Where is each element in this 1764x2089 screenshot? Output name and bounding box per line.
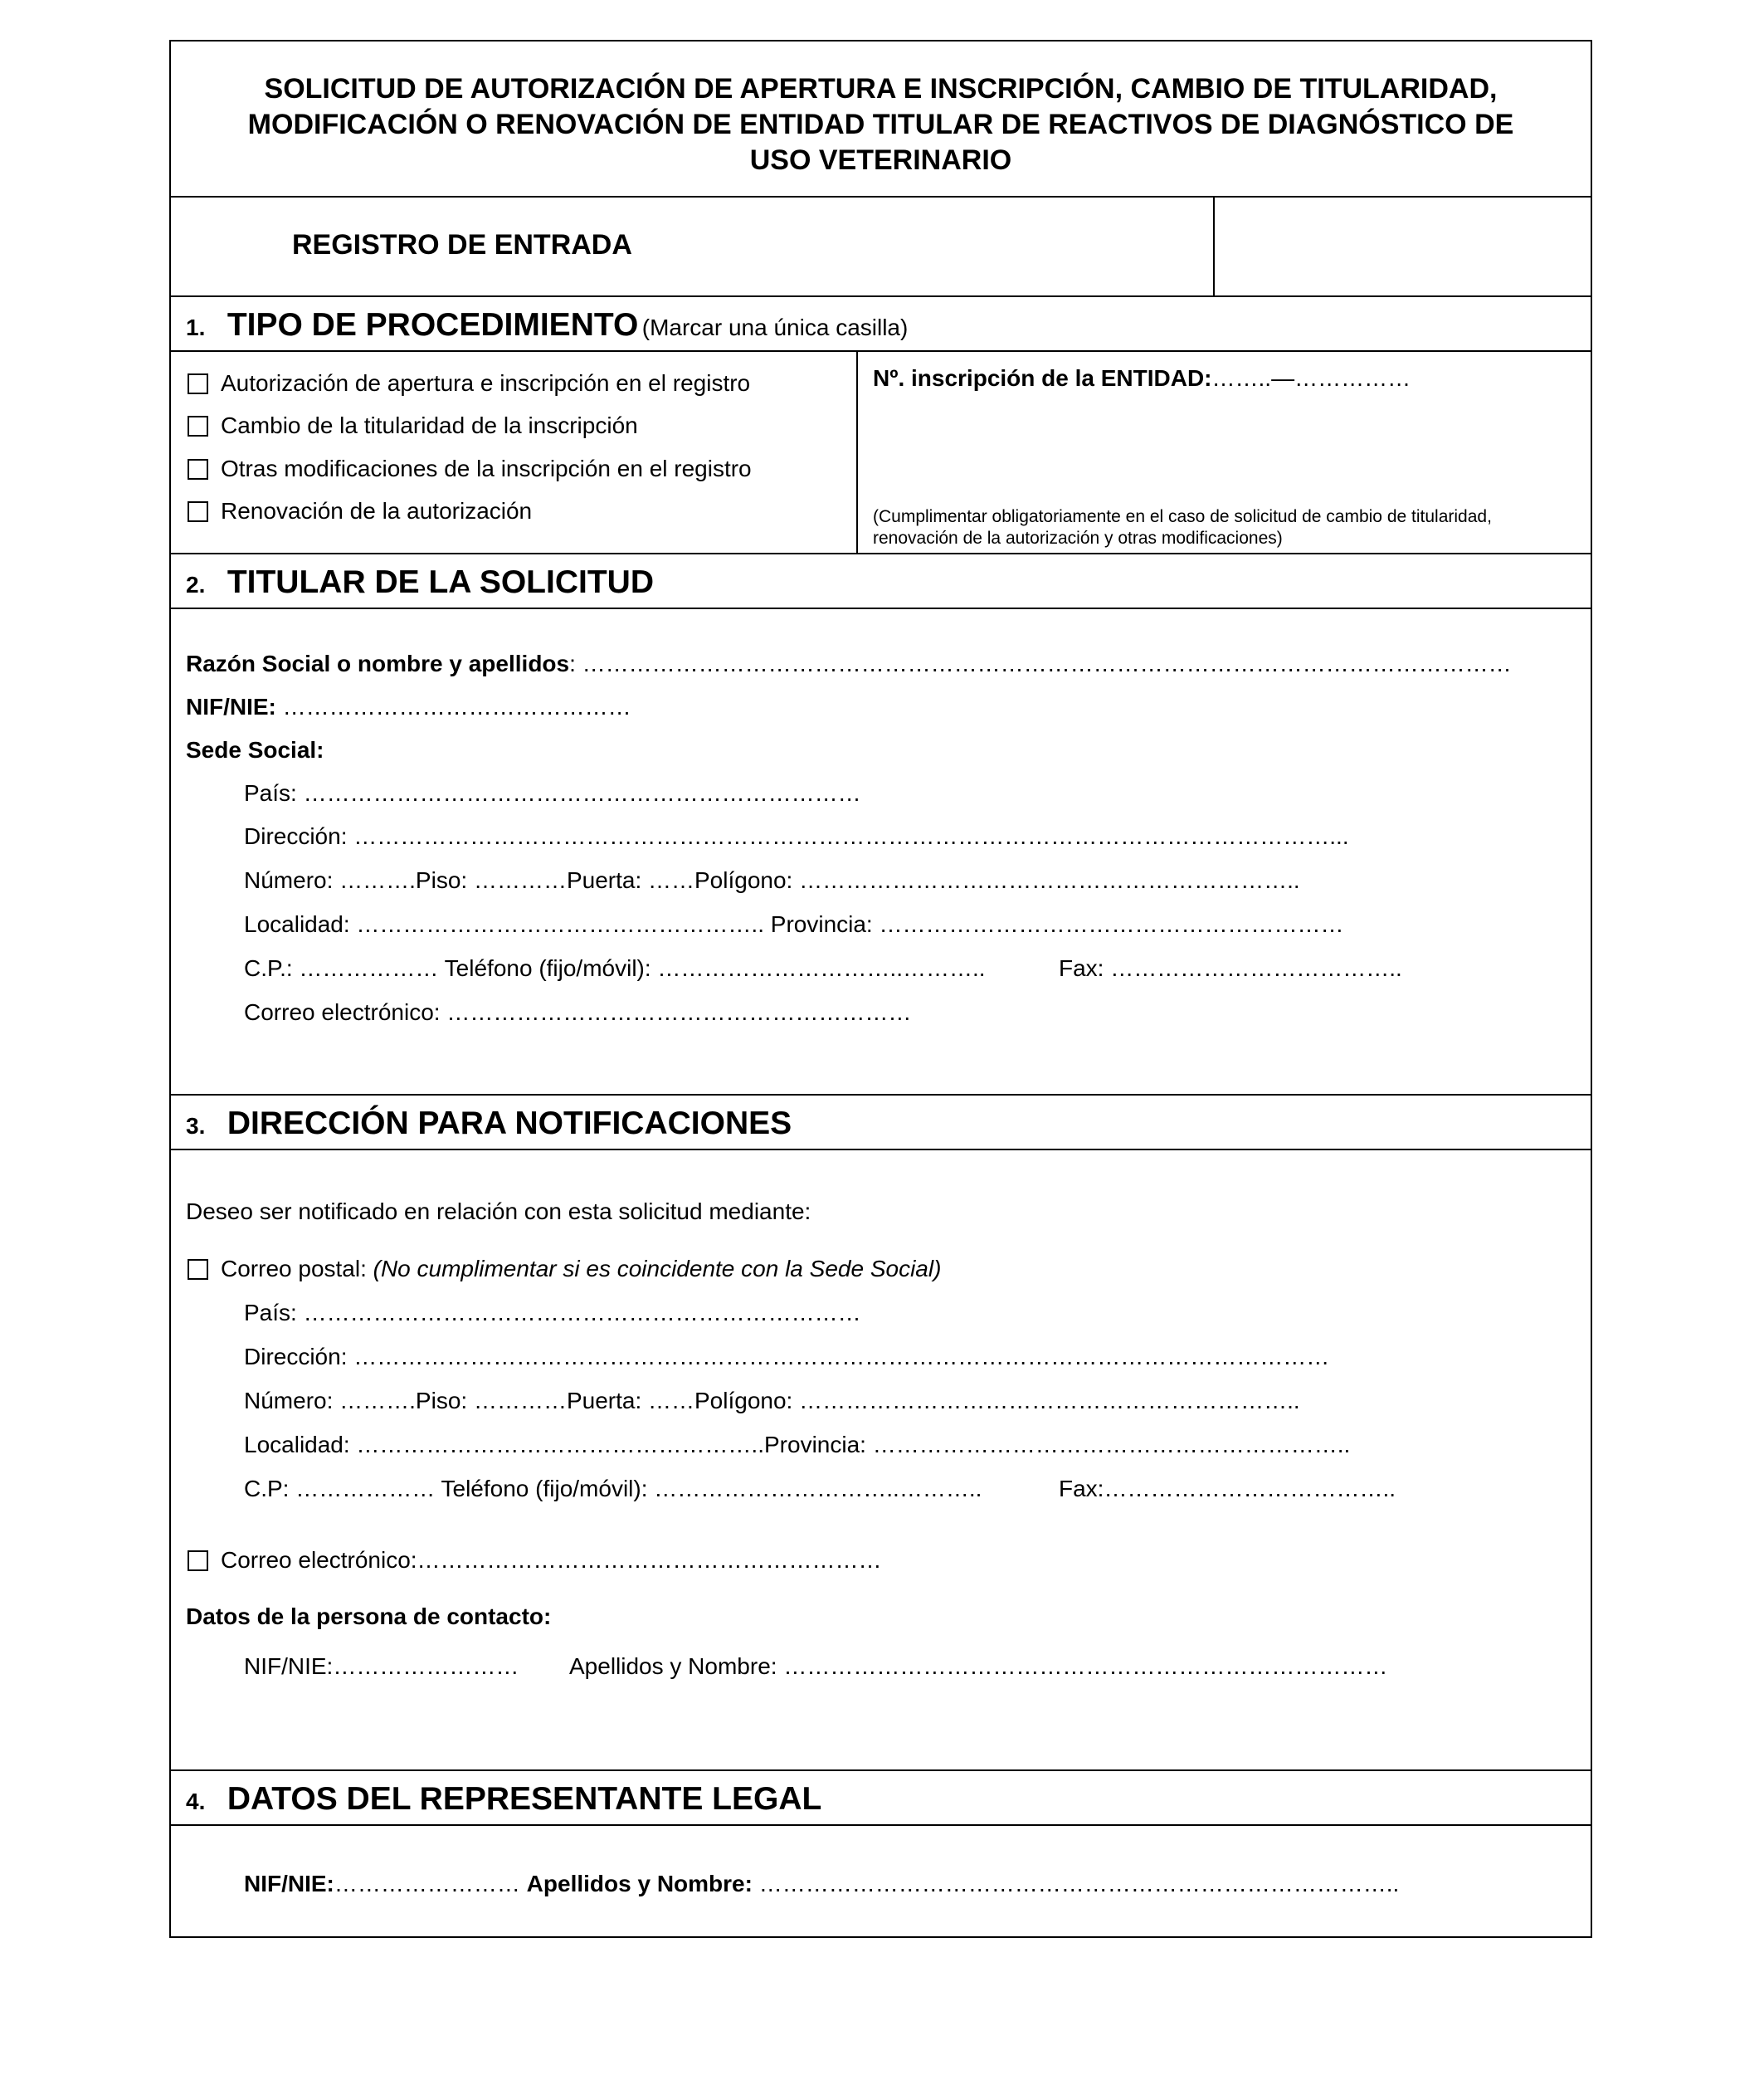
- numero-field[interactable]: Número: ……….Piso: …………Puerta: ……Polígono: ………………………………………………………..: [244, 1388, 1300, 1413]
- contacto-label: Datos de la persona de contacto:: [186, 1603, 552, 1629]
- option-label: Cambio de la titularidad de la inscripción: [221, 412, 638, 438]
- section-number: 4.: [186, 1789, 206, 1814]
- section-number: 2.: [186, 572, 206, 598]
- divider: [171, 1824, 1591, 1826]
- localidad-field[interactable]: Localidad: …………………………………………….. Provincia: ……………………………………………………: [244, 911, 1344, 937]
- checkbox-otras-modificaciones[interactable]: [188, 459, 208, 480]
- divider: [856, 350, 858, 553]
- divider: [171, 295, 1591, 297]
- option-label: Otras modificaciones de la inscripción en el registro: [221, 456, 752, 481]
- section-number: 1.: [186, 315, 206, 340]
- section-note: (Marcar una única casilla): [641, 315, 909, 340]
- contacto-nif-field[interactable]: NIF/NIE:……………………: [244, 1653, 519, 1679]
- correo-field[interactable]: Correo electrónico: ……………………………………………………: [244, 999, 912, 1025]
- representante-nif-label: NIF/NIE:: [244, 1871, 334, 1896]
- form-title-line-1: SOLICITUD DE AUTORIZACIÓN DE APERTURA E INSCRIPCIÓN, CAMBIO DE TITULARIDAD,: [264, 73, 1498, 105]
- representante-nombre-label: Apellidos y Nombre:: [526, 1871, 753, 1896]
- nif-field[interactable]: [186, 694, 631, 720]
- pais-field[interactable]: País: ………………………………………………………………: [244, 1300, 861, 1325]
- representante-nombre-fill: ………………………………………………………………………..: [752, 1871, 1400, 1896]
- notificacion-intro: Deseo ser notificado en relación con esta solicitud mediante:: [186, 1198, 811, 1224]
- divider: [171, 608, 1591, 609]
- divider: [171, 350, 1591, 352]
- checkbox-autorizacion-apertura[interactable]: [188, 373, 208, 394]
- option-label: Renovación de la autorización: [221, 498, 533, 524]
- correo-postal-label: [221, 1256, 941, 1282]
- fax-field[interactable]: Fax: ………………………………..: [1059, 955, 1402, 981]
- section-title: TITULAR DE LA SOLICITUD: [227, 564, 654, 600]
- inscripcion-field[interactable]: [873, 365, 1411, 392]
- email-field[interactable]: Correo electrónico:……………………………………………………: [221, 1547, 882, 1573]
- registro-entrada-label: REGISTRO DE ENTRADA: [292, 229, 632, 261]
- section-title: DIRECCIÓN PARA NOTIFICACIONES: [227, 1106, 792, 1141]
- sede-social-label: Sede Social:: [186, 737, 324, 763]
- section-1-header: [186, 307, 908, 344]
- divider: [1213, 196, 1215, 295]
- form-title-line-2: MODIFICACIÓN O RENOVACIÓN DE ENTIDAD TITULAR DE REACTIVOS DE DIAGNÓSTICO DE: [247, 109, 1514, 140]
- option-label: Autorización de apertura e inscripción en el registro: [221, 370, 751, 396]
- divider: [171, 553, 1591, 554]
- razon-social-field[interactable]: [186, 651, 1512, 677]
- form-title-line-3: USO VETERINARIO: [749, 144, 1012, 176]
- inscripcion-note: [873, 506, 1492, 549]
- checkbox-correo-postal[interactable]: [188, 1259, 208, 1280]
- section-3-header: [186, 1106, 792, 1142]
- correo-postal-note: (No cumplimentar si es coincidente con la Sede Social): [373, 1256, 942, 1281]
- checkbox-renovacion[interactable]: [188, 501, 208, 522]
- checkbox-cambio-titularidad[interactable]: [188, 416, 208, 437]
- nif-label: NIF/NIE:: [186, 694, 276, 720]
- section-2-header: [186, 564, 654, 601]
- divider: [171, 1769, 1591, 1771]
- form-title: [171, 71, 1591, 178]
- correo-postal-text: Correo postal:: [221, 1256, 373, 1281]
- inscripcion-note-line-2: renovación de la autorización y otras modificaciones): [873, 529, 1283, 548]
- inscripcion-note-line-1: (Cumplimentar obligatoriamente en el caso de solicitud de cambio de titularidad,: [873, 507, 1492, 526]
- contacto-nombre-field[interactable]: Apellidos y Nombre: ……………………………………………………………………: [569, 1653, 1388, 1679]
- numero-field[interactable]: Número: ……….Piso: …………Puerta: ……Polígono: ………………………………………………………..: [244, 867, 1300, 893]
- fax-field[interactable]: Fax:………………………………..: [1059, 1476, 1396, 1501]
- section-number: 3.: [186, 1113, 206, 1139]
- divider: [171, 1149, 1591, 1150]
- section-4-header: [186, 1781, 821, 1818]
- inscripcion-label: Nº. inscripción de la ENTIDAD:: [873, 365, 1212, 391]
- cp-telefono-field[interactable]: C.P.: ……………… Teléfono (fijo/móvil): …………………………..………..: [244, 955, 986, 981]
- section-title: DATOS DEL REPRESENTANTE LEGAL: [227, 1781, 822, 1817]
- inscripcion-fill: ……..—……………: [1211, 365, 1411, 391]
- representante-field[interactable]: [244, 1871, 1399, 1897]
- application-form: [169, 40, 1592, 1938]
- razon-social-label: Razón Social o nombre y apellidos: [186, 651, 570, 676]
- razon-social-fill: : …………………………………………………………………………………………………………: [569, 651, 1512, 676]
- nif-fill: ………………………………………: [275, 694, 631, 720]
- localidad-field[interactable]: Localidad: ……………………………………………..Provincia: ……………………………………………………..: [244, 1432, 1351, 1457]
- representante-nif-fill: ……………………: [334, 1871, 527, 1896]
- divider: [171, 1094, 1591, 1096]
- cp-telefono-field[interactable]: C.P: ……………… Teléfono (fijo/móvil): …………………………..………..: [244, 1476, 982, 1501]
- registro-entrada-stamp-box[interactable]: [1216, 198, 1590, 294]
- direccion-field[interactable]: Dirección: ………………………………………………………………………………………………………………...: [244, 823, 1349, 849]
- section-title: TIPO DE PROCEDIMIENTO: [227, 307, 639, 343]
- checkbox-correo-electronico[interactable]: [188, 1550, 208, 1571]
- pais-field[interactable]: País: ………………………………………………………………: [244, 780, 861, 806]
- direccion-field[interactable]: Dirección: ………………………………………………………………………………………………………………: [244, 1344, 1330, 1369]
